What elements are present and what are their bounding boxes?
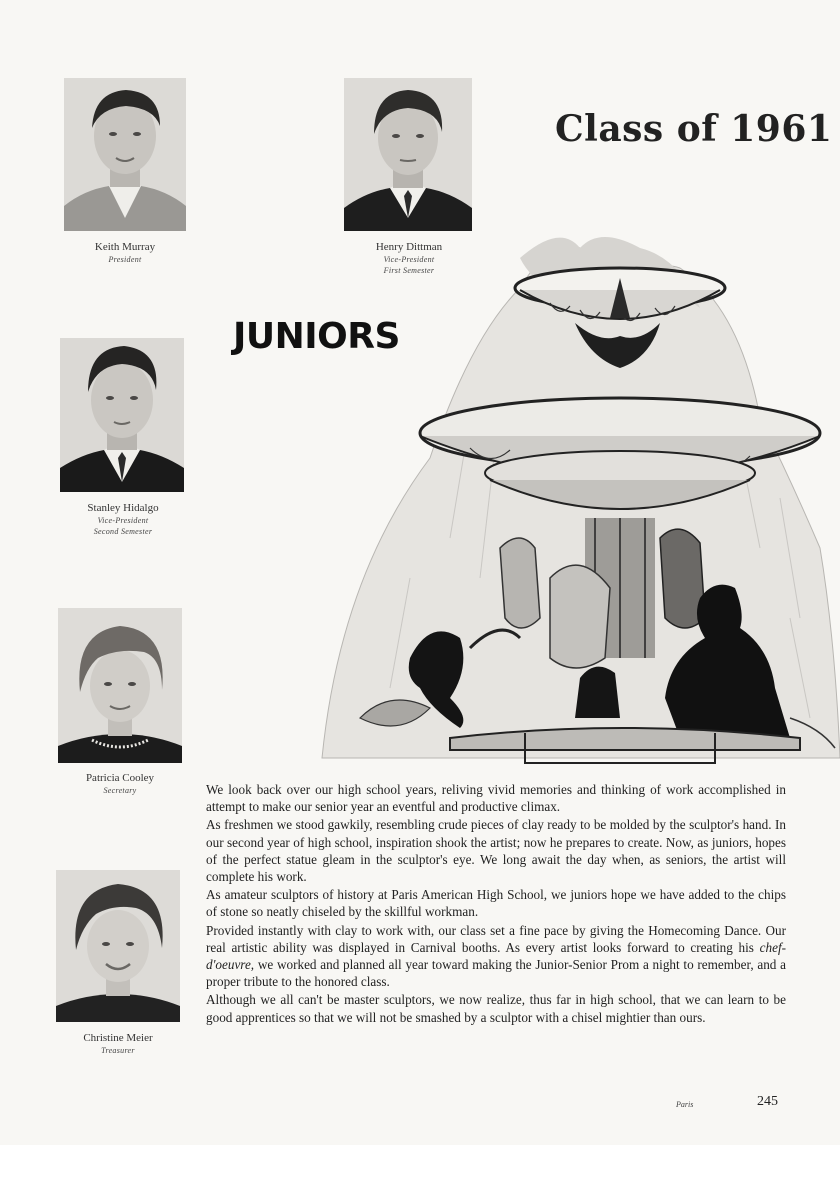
paragraph: As freshmen we stood gawkily, resembling crude pieces of clay ready to be molded by the sculptor's hand. In our second year of high school, inspiration shook the artist; now he prepares to create. Now, as juniors, hopes of the perfect statue gleam in the sculptor's eye. We long await the day when, as seniors, the artist will complete his work.: [206, 817, 786, 885]
officer-role: President: [108, 255, 142, 264]
officer-name: Stanley Hidalgo: [87, 502, 159, 514]
officer-name: Henry Dittman: [375, 241, 443, 253]
paragraph: As amateur sculptors of history at Paris American High School, we juniors hope we have added to the chips of stone so neatly chiseled by the skillful workman.: [206, 887, 786, 920]
article-body: [206, 781, 786, 1026]
officer-name: Patricia Cooley: [85, 772, 155, 784]
officer-name: Christine Meier: [83, 1032, 153, 1044]
officer-caption: [50, 771, 190, 796]
portrait-photo: [60, 338, 184, 492]
paragraph: [206, 922, 786, 991]
footer-school-name: Paris: [676, 1100, 694, 1109]
officer-name: Keith Murray: [94, 241, 156, 253]
officer-role-term: First Semester: [383, 266, 435, 275]
section-heading: JUNIORS: [233, 316, 400, 357]
page-number: 245: [757, 1094, 778, 1109]
page-margin: [0, 1145, 840, 1195]
fountain-illustration: [320, 218, 840, 765]
text-run: Provided instantly with clay to work with, our class set a fine pace by giving the Homecoming Dance. Our real artistic ability was displayed in Carnival booths. As every artist looks forward to creating his: [206, 922, 786, 955]
paragraph: We look back over our high school years, reliving vivid memories and thinking of work accomplished in attempt to make our senior year an eventful and productive climax.: [206, 782, 786, 815]
portrait-photo: [56, 870, 180, 1022]
paragraph: Although we all can't be master sculptors, we now realize, thus far in high school, that we can learn to be good apprentices so that we will not be smashed by a sculptor with a chisel mightier than ours.: [206, 992, 786, 1025]
portrait-photo: [64, 78, 186, 231]
officer-role: Treasurer: [101, 1046, 135, 1055]
italic-phrase: chef-d'oeuvre,: [206, 939, 786, 973]
officer-role: Secretary: [103, 786, 137, 795]
officer-caption: [53, 501, 193, 537]
officer-caption: [55, 240, 195, 265]
officer-role: Vice-President: [97, 516, 149, 525]
portrait-photo: [344, 78, 472, 231]
officer-role: Vice-President: [383, 255, 435, 264]
portrait-photo: [58, 608, 182, 763]
page-title: Class of 1961: [555, 108, 833, 150]
text-run: we worked and planned all year toward making the Junior-Senior Prom a night to remember, and a proper tribute to the honored class.: [206, 957, 786, 990]
officer-caption: [48, 1031, 188, 1056]
officer-role-term: Second Semester: [93, 527, 153, 536]
